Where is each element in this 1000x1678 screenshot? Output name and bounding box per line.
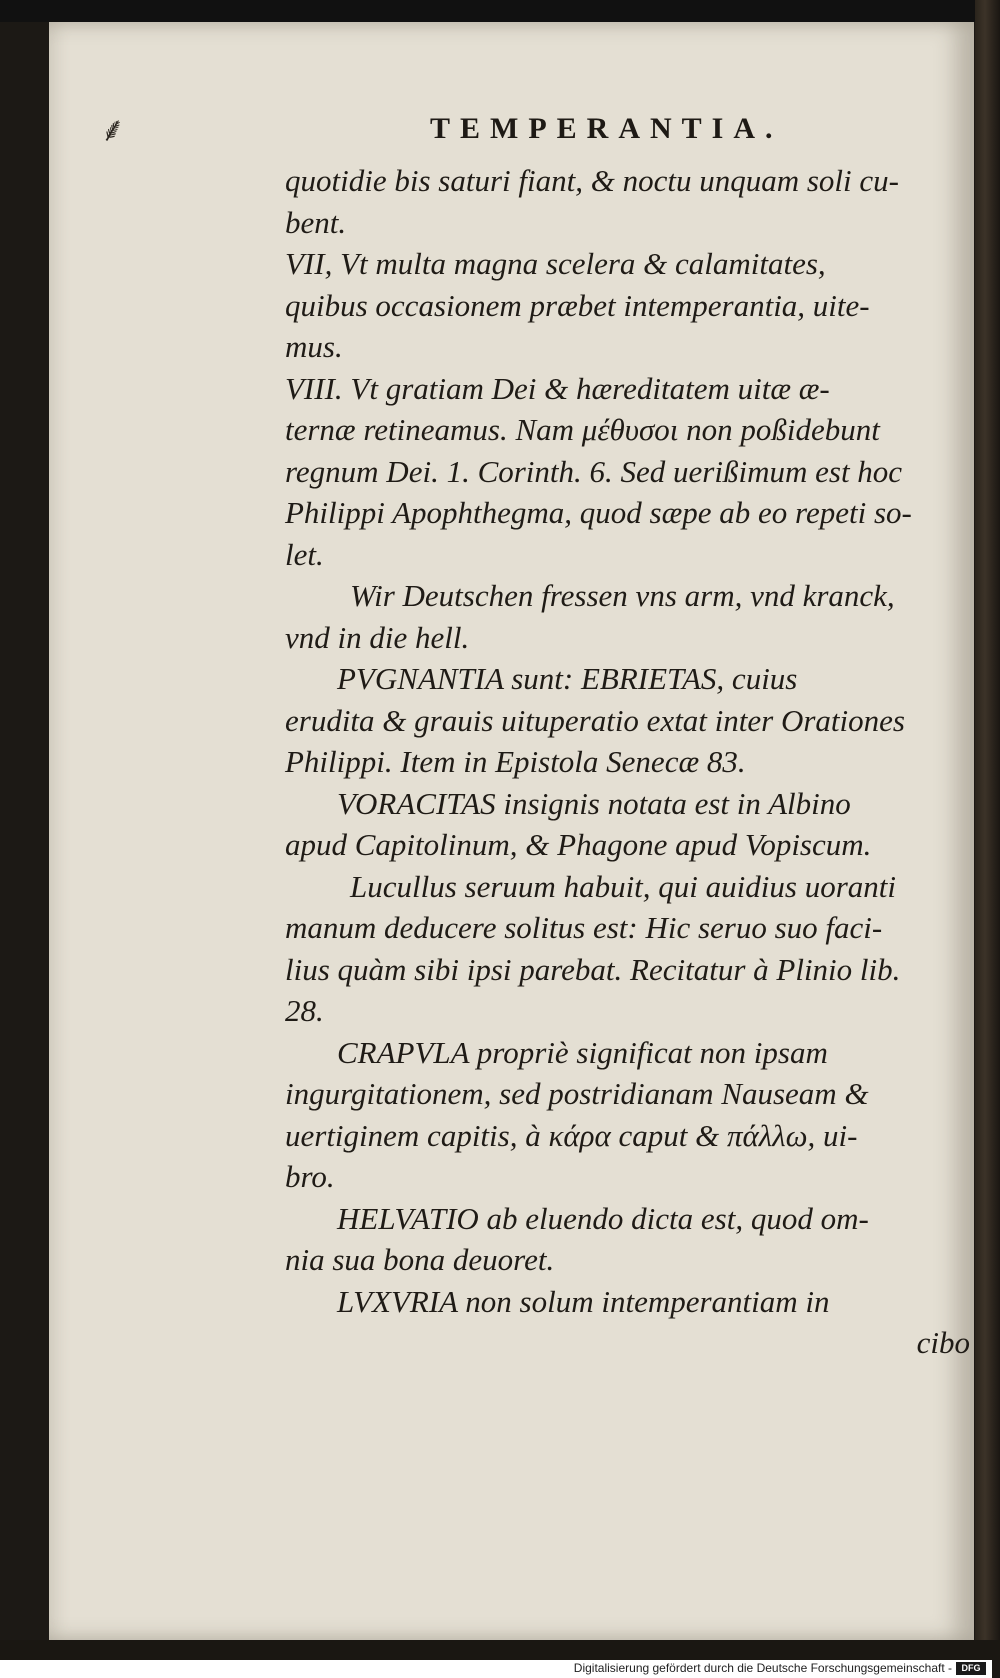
top-shadow-band [0,0,1000,22]
text-line: Lucullus seruum habuit, qui auidius uoranti [350,868,896,904]
margin-mark-icon: ⸙ [100,112,126,149]
text-line: quibus occasionem præbet intemperantia, uite- [285,287,870,323]
page-body [285,160,970,1364]
text-line: 28. [285,993,324,1028]
text-line: uertiginem capitis, à κάρα caput & πάλλω, ui- [285,1117,858,1153]
bottom-shadow-band [0,1640,1000,1660]
text-line: vnd in die hell. [285,619,470,655]
text-line: Wir Deutschen fressen vns arm, vnd kranck, [350,578,895,613]
footer-credit: Digitalisierung gefördert durch die Deutsche Forschungsgemeinschaft - [573,1661,952,1675]
text-line: HELVATIO ab eluendo dicta est, quod om- [337,1200,869,1236]
text-line: erudita & grauis uituperatio extat inter Orationes [285,702,905,738]
text-line: LVXVRIA non solum intemperantiam in [337,1283,830,1319]
text-line: bro. [285,1159,335,1194]
text-line: bent. [285,204,347,240]
text-line: regnum Dei. 1. Corinth. 6. Sed uerißimum est hoc [285,453,903,489]
text-line: Philippi. Item in Epistola Senecæ 83. [285,744,746,779]
text-line: VORACITAS insignis notata est in Albino [337,785,851,821]
running-head: TEMPERANTIA. [430,112,783,145]
text-line: quotidie bis saturi fiant, & noctu unquam soli cu- [285,163,899,198]
digitization-footer [0,1660,992,1678]
text-line: apud Capitolinum, & Phagone apud Vopiscum. [285,827,872,862]
text-line: CRAPVLA propriè significat non ipsam [337,1034,828,1070]
text-line: VII, Vt multa magna scelera & calamitates, [285,246,826,281]
text-line: mus. [285,329,343,364]
catchword: cibo [916,1325,970,1360]
text-line: Philippi Apophthegma, quod sæpe ab eo repeti so- [285,495,912,530]
book-edge [975,0,1000,1660]
text-line: lius quàm sibi ipsi parebat. Recitatur à Plinio lib. [285,951,901,987]
text-line: ternæ retineamus. Nam μέθυσοι non poßidebunt [285,412,880,447]
dfg-logo: DFG [956,1662,986,1675]
text-line: ingurgitationem, sed postridianam Nauseam & [285,1076,869,1111]
text-line: VIII. Vt gratiam Dei & hæreditatem uitæ æ- [285,370,830,406]
text-line: let. [285,536,324,572]
text-line: PVGNANTIA sunt: EBRIETAS, cuius [337,661,798,696]
text-line: nia sua bona deuoret. [285,1242,555,1277]
text-line: manum deducere solitus est: Hic seruo suo faci- [285,910,883,945]
